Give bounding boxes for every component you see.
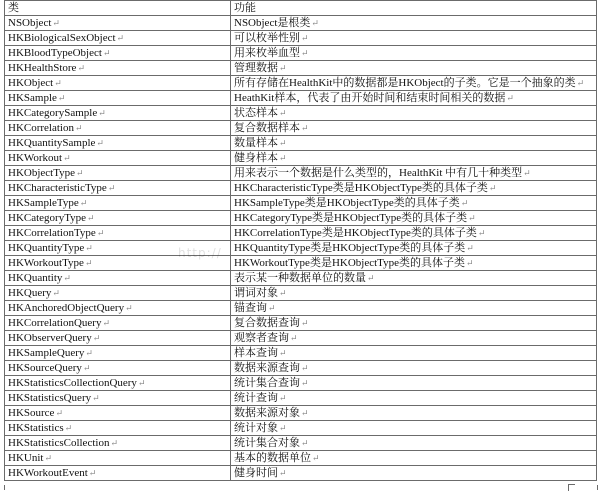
paragraph-mark-icon: ↵ — [290, 333, 298, 343]
class-name-cell — [5, 31, 231, 46]
function-cell — [231, 136, 597, 151]
class-name-cell — [5, 421, 231, 436]
class-name-cell — [5, 211, 231, 226]
paragraph-mark-icon: ↵ — [52, 288, 60, 298]
function-text: HKCategoryType类是HKObjectType类的具体子类 — [234, 212, 468, 224]
function-text: 管理数据 — [234, 62, 278, 74]
table-row — [5, 31, 597, 46]
class-name-text: HKQuantitySample — [8, 137, 96, 149]
function-cell — [231, 421, 597, 436]
paragraph-mark-icon: ↵ — [311, 18, 319, 28]
function-cell — [231, 91, 597, 106]
table-row — [5, 196, 597, 211]
table-row — [5, 466, 597, 481]
table-row — [5, 181, 597, 196]
class-name-cell — [5, 436, 231, 451]
class-name-cell — [5, 196, 231, 211]
class-name-text: HKObjectType — [8, 167, 76, 179]
function-text: 可以枚举性别 — [234, 32, 300, 44]
class-name-text: HKWorkout — [8, 152, 63, 164]
paragraph-mark-icon: ↵ — [102, 318, 111, 328]
paragraph-mark-icon: ↵ — [52, 18, 60, 28]
paragraph-mark-icon: ↵ — [88, 468, 97, 478]
paragraph-mark-icon: ↵ — [301, 33, 309, 43]
paragraph-mark-icon: ↵ — [96, 138, 104, 148]
class-name-cell — [5, 466, 231, 481]
class-name-text: HKCategorySample — [8, 107, 98, 119]
function-text: 所有存储在HealthKit中的数据都是HKObject的子类。它是一个抽象的类 — [234, 77, 576, 89]
class-name-cell — [5, 226, 231, 241]
function-text: 健身样本 — [234, 152, 278, 164]
paragraph-mark-icon: ↵ — [44, 453, 52, 463]
paragraph-mark-icon: ↵ — [79, 198, 88, 208]
function-cell — [231, 61, 597, 76]
table-row — [5, 136, 597, 151]
paragraph-mark-icon: ↵ — [301, 48, 309, 58]
paragraph-mark-icon: ↵ — [85, 348, 93, 358]
class-name-text: HKStatistics — [8, 422, 64, 434]
function-cell — [231, 151, 597, 166]
function-text: HKCorrelationType类是HKObjectType类的具体子类 — [234, 227, 477, 239]
table-row — [5, 451, 597, 466]
table-row — [5, 406, 597, 421]
paragraph-mark-icon: ↵ — [268, 303, 276, 313]
paragraph-mark-icon: ↵ — [301, 378, 309, 388]
table-row — [5, 436, 597, 451]
class-name-cell — [5, 271, 231, 286]
function-cell — [231, 16, 597, 31]
paragraph-mark-icon: ↵ — [85, 243, 93, 253]
paragraph-mark-icon: ↵ — [301, 123, 309, 133]
class-name-text: HKObject — [8, 77, 54, 89]
paragraph-mark-icon: ↵ — [279, 138, 287, 148]
function-cell — [231, 121, 597, 136]
class-name-cell — [5, 346, 231, 361]
paragraph-mark-icon: ↵ — [63, 273, 71, 283]
table-row — [5, 226, 597, 241]
paragraph-mark-icon: ↵ — [367, 273, 375, 283]
class-name-text: HKQuery — [8, 287, 52, 299]
paragraph-mark-icon: ↵ — [137, 378, 146, 388]
class-name-cell — [5, 376, 231, 391]
paragraph-mark-icon: ↵ — [576, 78, 585, 88]
class-name-text: HKSourceQuery — [8, 362, 82, 374]
function-text: 数据来源对象 — [234, 407, 300, 419]
class-name-cell — [5, 256, 231, 271]
watermark: http:// — [178, 246, 222, 260]
class-name-text: HKQuantityType — [8, 242, 85, 254]
class-name-text: HKStatisticsCollection — [8, 437, 110, 449]
table-row — [5, 91, 597, 106]
class-name-text: HKWorkoutType — [8, 257, 84, 269]
class-name-cell — [5, 391, 231, 406]
paragraph-mark-icon: ↵ — [107, 183, 116, 193]
function-text: 基本的数据单位 — [234, 452, 311, 464]
header-function-label: 功能 — [234, 2, 256, 14]
paragraph-mark-icon: ↵ — [466, 243, 474, 253]
function-text: HKWorkoutType类是HKObjectType类的具体子类 — [234, 257, 465, 269]
table-row — [5, 151, 597, 166]
paragraph-mark-icon: ↵ — [98, 108, 106, 118]
function-cell — [231, 316, 597, 331]
paragraph-mark-icon: ↵ — [523, 168, 531, 178]
function-text: HKSampleType类是HKObjectType类的具体子类 — [234, 197, 460, 209]
function-text: HKQuantityType类是HKObjectType类的具体子类 — [234, 242, 466, 254]
paragraph-mark-icon: ↵ — [301, 408, 309, 418]
table-row — [5, 211, 597, 226]
paragraph-mark-icon: ↵ — [125, 303, 133, 313]
class-name-text: NSObject — [8, 17, 52, 29]
paragraph-mark-icon: ↵ — [96, 228, 105, 238]
class-name-cell — [5, 151, 231, 166]
paragraph-mark-icon: ↵ — [92, 393, 100, 403]
table-row — [5, 256, 597, 271]
paragraph-mark-icon: ↵ — [116, 33, 125, 43]
function-cell — [231, 286, 597, 301]
class-name-cell — [5, 181, 231, 196]
class-name-text: HKCategoryType — [8, 212, 87, 224]
class-name-cell — [5, 121, 231, 136]
paragraph-mark-icon: ↵ — [54, 78, 62, 88]
function-text: 数量样本 — [234, 137, 278, 149]
function-cell — [231, 376, 597, 391]
paragraph-mark-icon: ↵ — [279, 288, 287, 298]
table-row — [5, 346, 597, 361]
paragraph-mark-icon: ↵ — [76, 168, 84, 178]
paragraph-mark-icon: ↵ — [64, 423, 73, 433]
class-name-text: HKStatisticsCollectionQuery — [8, 377, 137, 389]
table-row — [5, 46, 597, 61]
function-text: NSObject是根类 — [234, 17, 311, 29]
class-function-table — [4, 0, 597, 481]
class-name-cell — [5, 16, 231, 31]
class-name-text: HKCorrelationType — [8, 227, 96, 239]
function-text: 复合数据查询 — [234, 317, 300, 329]
paragraph-mark-icon: ↵ — [55, 408, 63, 418]
class-name-cell — [5, 241, 231, 256]
class-name-text: HKUnit — [8, 452, 44, 464]
class-name-text: HKSource — [8, 407, 55, 419]
function-cell — [231, 196, 597, 211]
paragraph-mark-icon: ↵ — [82, 363, 91, 373]
table-row — [5, 316, 597, 331]
table-row — [5, 361, 597, 376]
header-function — [231, 1, 597, 16]
class-name-cell — [5, 76, 231, 91]
table-row — [5, 106, 597, 121]
paragraph-mark-icon: ↵ — [488, 183, 497, 193]
function-text: 复合数据样本 — [234, 122, 300, 134]
paragraph-mark-icon: ↵ — [110, 438, 118, 448]
function-cell — [231, 361, 597, 376]
class-name-cell — [5, 331, 231, 346]
paragraph-mark-icon: ↵ — [279, 153, 287, 163]
header-class — [5, 1, 231, 16]
table-row — [5, 166, 597, 181]
function-text: 用来表示一个数据是什么类型的，HealthKit 中有几十种类型 — [234, 167, 523, 179]
function-text: 锚查询 — [234, 302, 267, 314]
paragraph-mark-icon: ↵ — [102, 48, 111, 58]
paragraph-mark-icon: ↵ — [301, 318, 309, 328]
class-name-text: HKCharacteristicType — [8, 182, 107, 194]
class-name-cell — [5, 136, 231, 151]
function-cell — [231, 271, 597, 286]
paragraph-mark-icon: ↵ — [279, 108, 287, 118]
class-name-cell — [5, 451, 231, 466]
table-row — [5, 121, 597, 136]
table-row — [5, 76, 597, 91]
paragraph-mark-icon: ↵ — [301, 363, 309, 373]
function-cell — [231, 436, 597, 451]
class-name-cell — [5, 91, 231, 106]
paragraph-mark-icon: ↵ — [279, 348, 287, 358]
paragraph-mark-icon: ↵ — [506, 93, 514, 103]
table-row — [5, 421, 597, 436]
function-cell — [231, 46, 597, 61]
paragraph-mark-icon: ↵ — [74, 123, 83, 133]
function-cell — [231, 346, 597, 361]
function-text: 样本查询 — [234, 347, 278, 359]
class-name-text: HKSampleType — [8, 197, 79, 209]
function-text: 统计对象 — [234, 422, 278, 434]
function-cell — [231, 106, 597, 121]
function-cell — [231, 211, 597, 226]
class-name-text: HKObserverQuery — [8, 332, 92, 344]
function-text: HKCharacteristicType类是HKObjectType类的具体子类 — [234, 182, 488, 194]
function-text: 状态样本 — [234, 107, 278, 119]
function-cell — [231, 451, 597, 466]
function-cell — [231, 76, 597, 91]
table-header — [5, 1, 597, 16]
paragraph-mark-icon: ↵ — [63, 153, 71, 163]
table-row — [5, 301, 597, 316]
class-name-cell — [5, 361, 231, 376]
table-row — [5, 391, 597, 406]
function-cell — [231, 391, 597, 406]
paragraph-mark-icon: ↵ — [87, 213, 95, 223]
class-name-text: HKStatisticsQuery — [8, 392, 92, 404]
class-name-text: HKCorrelationQuery — [8, 317, 102, 329]
class-name-text: HKSampleQuery — [8, 347, 85, 359]
function-cell — [231, 466, 597, 481]
class-name-cell — [5, 316, 231, 331]
class-name-text: HKBloodTypeObject — [8, 47, 102, 59]
table-row — [5, 271, 597, 286]
function-cell — [231, 181, 597, 196]
paragraph-mark-icon: ↵ — [279, 63, 287, 73]
class-name-cell — [5, 301, 231, 316]
paragraph-mark-icon: ↵ — [57, 93, 66, 103]
paragraph-mark-icon: ↵ — [279, 423, 287, 433]
function-text: 谓词对象 — [234, 287, 278, 299]
function-text: 数据来源查询 — [234, 362, 300, 374]
class-name-text: HKHealthStore — [8, 62, 77, 74]
class-name-text: HKBiologicalSexObject — [8, 32, 116, 44]
paragraph-mark-icon: ↵ — [279, 468, 287, 478]
function-text: 统计查询 — [234, 392, 278, 404]
header-class-label: 类 — [8, 2, 19, 14]
class-name-cell — [5, 286, 231, 301]
class-name-cell — [5, 106, 231, 121]
function-text: 健身时间 — [234, 467, 278, 479]
function-cell — [231, 331, 597, 346]
function-text: 统计集合对象 — [234, 437, 300, 449]
class-name-text: HKWorkoutEvent — [8, 467, 88, 479]
paragraph-mark-icon: ↵ — [279, 393, 287, 403]
paragraph-mark-icon: ↵ — [301, 438, 309, 448]
paragraph-mark-icon: ↵ — [460, 198, 469, 208]
class-name-text: HKQuantity — [8, 272, 63, 284]
function-cell — [231, 406, 597, 421]
paragraph-mark-icon: ↵ — [77, 63, 85, 73]
class-name-text: HKSample — [8, 92, 57, 104]
function-text: 统计集合查询 — [234, 377, 300, 389]
table-row — [5, 331, 597, 346]
class-name-cell — [5, 61, 231, 76]
header-row — [5, 1, 597, 16]
paragraph-mark-icon: ↵ — [312, 453, 320, 463]
paragraph-mark-icon: ↵ — [84, 258, 93, 268]
table-row — [5, 286, 597, 301]
table-row — [5, 241, 597, 256]
function-text: 表示某一种数据单位的数量 — [234, 272, 366, 284]
table-continuation — [4, 485, 598, 490]
table-row — [5, 61, 597, 76]
function-cell — [231, 301, 597, 316]
function-cell — [231, 226, 597, 241]
class-name-text: HKAnchoredObjectQuery — [8, 302, 125, 314]
function-cell — [231, 166, 597, 181]
paragraph-mark-icon: ↵ — [465, 258, 474, 268]
table-row — [5, 376, 597, 391]
class-name-cell — [5, 406, 231, 421]
paragraph-mark-icon: ↵ — [468, 213, 476, 223]
function-text: 观察者查询 — [234, 332, 289, 344]
class-name-cell — [5, 166, 231, 181]
paragraph-mark-icon: ↵ — [477, 228, 486, 238]
function-cell — [231, 241, 597, 256]
table-row — [5, 16, 597, 31]
class-name-text: HKCorrelation — [8, 122, 74, 134]
table-body — [5, 16, 597, 481]
function-text: 用来枚举血型 — [234, 47, 300, 59]
function-cell — [231, 31, 597, 46]
paragraph-mark-icon: ↵ — [92, 333, 101, 343]
function-text: HeathKit样本，代表了由开始时间和结束时间相关的数据 — [234, 92, 506, 104]
class-name-cell — [5, 46, 231, 61]
function-cell — [231, 256, 597, 271]
